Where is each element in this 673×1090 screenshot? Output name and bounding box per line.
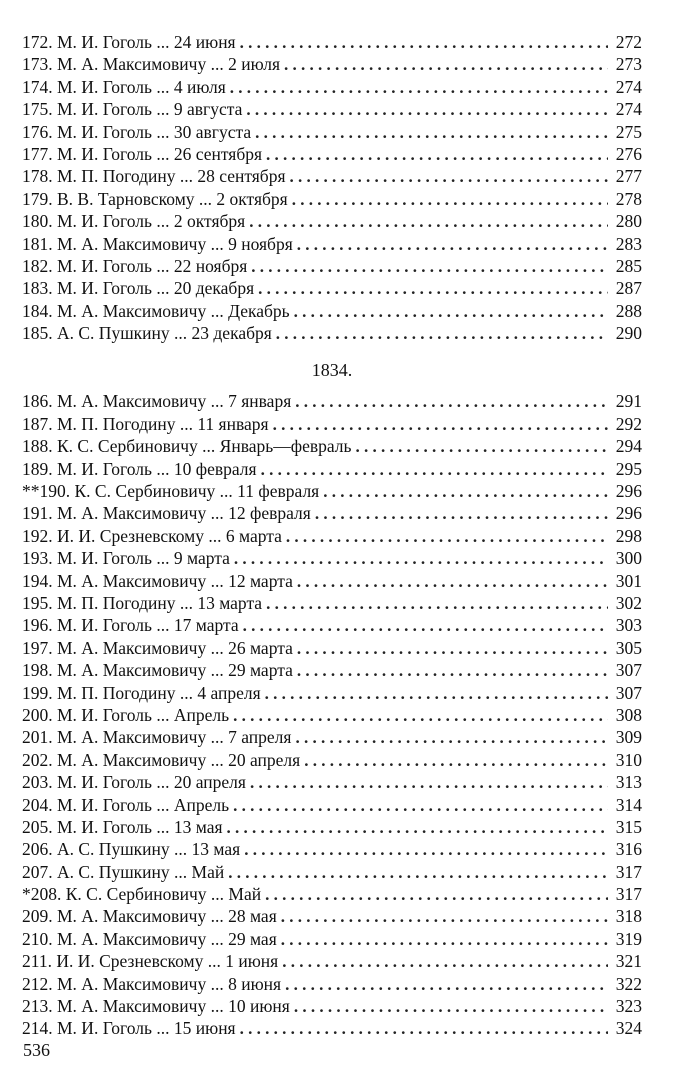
toc-entry-title: 201. М. А. Максимовичу ... 7 апреля	[22, 727, 292, 748]
toc-entry-title: 199. М. П. Погодину ... 4 апреля	[22, 682, 261, 703]
toc-entry-title: 209. М. А. Максимовичу ... 28 мая	[22, 906, 277, 927]
contents-list-1833	[22, 31, 642, 344]
dot-leader	[293, 234, 608, 256]
toc-entry-title: **190. К. С. Сербиновичу ... 11 февраля	[22, 481, 320, 502]
toc-entry	[22, 749, 642, 771]
toc-entry-title: 173. М. А. Максимовичу ... 2 июля	[22, 54, 281, 75]
toc-entry-page: 309	[615, 727, 642, 748]
toc-entry	[22, 233, 642, 255]
dot-leader	[293, 660, 608, 682]
toc-entry-title: 210. М. А. Максимовичу ... 29 мая	[22, 928, 277, 949]
toc-entry-page: 324	[615, 1018, 642, 1039]
toc-entry	[22, 76, 642, 98]
toc-entry	[22, 794, 642, 816]
toc-entry	[22, 771, 642, 793]
dot-leader	[282, 526, 608, 548]
toc-entry	[22, 53, 642, 75]
dot-leader	[262, 144, 608, 166]
toc-entry-title: 172. М. И. Гоголь ... 24 июня	[22, 32, 236, 52]
toc-entry	[22, 861, 642, 883]
toc-entry-page: 295	[615, 458, 642, 479]
toc-entry	[22, 547, 642, 569]
toc-entry-title: 175. М. И. Гоголь ... 9 августа	[22, 99, 243, 120]
toc-entry-page: 288	[615, 300, 642, 321]
toc-entry	[22, 973, 642, 995]
toc-entry-page: 274	[615, 99, 642, 120]
toc-entry-title: 192. И. И. Срезневскому ... 6 марта	[22, 525, 282, 546]
toc-entry-title: 191. М. А. Максимовичу ... 12 февраля	[22, 503, 311, 524]
toc-entry-title: 212. М. А. Максимовичу ... 8 июня	[22, 973, 282, 994]
toc-entry-page: 302	[615, 592, 642, 613]
dot-leader	[286, 166, 609, 188]
toc-entry-title: 178. М. П. Погодину ... 28 сентября	[22, 166, 286, 187]
dot-leader	[229, 705, 608, 727]
dot-leader	[261, 683, 608, 705]
dot-leader	[269, 414, 608, 436]
toc-entry	[22, 905, 642, 927]
toc-entry-title: 211. И. И. Срезневскому ... 1 июня	[22, 951, 279, 972]
toc-entry-page: 272	[615, 32, 642, 52]
toc-entry-title: 174. М. И. Гоголь ... 4 июля	[22, 76, 226, 97]
toc-entry-page: 280	[615, 211, 642, 232]
toc-entry	[22, 300, 642, 322]
toc-entry	[22, 458, 642, 480]
toc-entry-page: 294	[615, 436, 642, 457]
toc-entry-title: 189. М. И. Гоголь ... 10 февраля	[22, 458, 257, 479]
dot-leader	[288, 189, 608, 211]
toc-entry-title: 187. М. П. Погодину ... 11 января	[22, 413, 269, 434]
dot-leader	[242, 99, 608, 121]
dot-leader	[236, 1018, 608, 1040]
page-number: 536	[23, 1040, 50, 1060]
dot-leader	[261, 884, 608, 906]
toc-entry-page: 274	[615, 76, 642, 97]
toc-entry-page: 273	[615, 54, 642, 75]
dot-leader	[291, 391, 608, 413]
toc-entry-title: 204. М. И. Гоголь ... Апрель	[22, 794, 230, 815]
toc-entry	[22, 525, 642, 547]
toc-entry-page: 318	[615, 906, 642, 927]
dot-leader	[254, 278, 608, 300]
dot-leader	[291, 727, 608, 749]
dot-leader	[277, 929, 608, 951]
dot-leader	[224, 862, 608, 884]
dot-leader	[223, 817, 608, 839]
dot-leader	[246, 772, 608, 794]
toc-entry	[22, 255, 642, 277]
toc-entry-page: 317	[615, 884, 642, 905]
toc-entry-page: 313	[615, 772, 642, 793]
toc-entry-title: 200. М. И. Гоголь ... Апрель	[22, 704, 230, 725]
toc-entry-title: 196. М. И. Гоголь ... 17 марта	[22, 615, 239, 636]
toc-entry	[22, 98, 642, 120]
toc-entry-page: 305	[615, 637, 642, 658]
dot-leader	[239, 615, 608, 637]
dot-leader	[290, 301, 608, 323]
toc-entry-title: 182. М. И. Гоголь ... 22 ноября	[22, 255, 248, 276]
dot-leader	[245, 211, 608, 233]
toc-entry	[22, 995, 642, 1017]
toc-entry	[22, 816, 642, 838]
toc-entry-page: 291	[615, 391, 642, 412]
toc-entry-page: 301	[615, 570, 642, 591]
contents-page	[22, 31, 642, 1040]
toc-entry	[22, 435, 642, 457]
toc-entry	[22, 210, 642, 232]
dot-leader	[293, 638, 608, 660]
toc-entry-page: 307	[615, 660, 642, 681]
toc-entry-page: 290	[615, 323, 642, 344]
toc-entry	[22, 592, 642, 614]
toc-entry-page: 287	[615, 278, 642, 299]
toc-entry-title: 197. М. А. Максимовичу ... 26 марта	[22, 637, 293, 658]
toc-entry-title: 194. М. А. Максимовичу ... 12 марта	[22, 570, 293, 591]
dot-leader	[229, 795, 608, 817]
toc-entry	[22, 726, 642, 748]
toc-entry	[22, 1017, 642, 1039]
toc-entry	[22, 502, 642, 524]
toc-entry-page: 298	[615, 525, 642, 546]
year-heading: 1834.	[311, 360, 353, 381]
toc-entry-title: 180. М. И. Гоголь ... 2 октября	[22, 211, 246, 232]
toc-entry-page: 285	[615, 255, 642, 276]
toc-entry-page: 317	[615, 861, 642, 882]
toc-entry-page: 278	[615, 188, 642, 209]
toc-entry-page: 283	[615, 233, 642, 254]
toc-entry-page: 296	[615, 503, 642, 524]
toc-entry-page: 276	[615, 143, 642, 164]
contents-list-1834	[22, 390, 642, 1039]
toc-entry	[22, 682, 642, 704]
toc-entry-title: 186. М. А. Максимовичу ... 7 января	[22, 391, 292, 412]
toc-entry-page: 315	[615, 816, 642, 837]
toc-entry	[22, 31, 642, 53]
toc-entry	[22, 480, 642, 502]
toc-entry-page: 323	[615, 996, 642, 1017]
dot-leader	[280, 54, 608, 76]
toc-entry-page: 303	[615, 615, 642, 636]
dot-leader	[272, 323, 608, 345]
toc-entry	[22, 659, 642, 681]
toc-entry	[22, 637, 642, 659]
toc-entry-title: 206. А. С. Пушкину ... 13 мая	[22, 839, 241, 860]
toc-entry-title: 193. М. И. Гоголь ... 9 марта	[22, 548, 230, 569]
toc-entry-title: 179. В. В. Тарновскому ... 2 октября	[22, 188, 288, 209]
toc-entry-title: 181. М. А. Максимовичу ... 9 ноября	[22, 233, 293, 254]
toc-entry	[22, 950, 642, 972]
toc-entry	[22, 838, 642, 860]
toc-entry	[22, 143, 642, 165]
toc-entry-title: 202. М. А. Максимовичу ... 20 апреля	[22, 749, 301, 770]
dot-leader	[257, 459, 608, 481]
toc-entry-page: 296	[615, 481, 642, 502]
toc-entry-title: 205. М. И. Гоголь ... 13 мая	[22, 816, 223, 837]
dot-leader	[277, 906, 608, 928]
toc-entry-page: 307	[615, 682, 642, 703]
dot-leader	[319, 481, 608, 503]
dot-leader	[226, 77, 608, 99]
dot-leader	[262, 593, 608, 615]
toc-entry	[22, 413, 642, 435]
toc-entry-page: 308	[615, 704, 642, 725]
toc-entry-page: 292	[615, 413, 642, 434]
toc-entry-title: 185. А. С. Пушкину ... 23 декабря	[22, 323, 272, 344]
toc-entry	[22, 883, 642, 905]
toc-entry	[22, 121, 642, 143]
toc-entry-title: *208. К. С. Сербиновичу ... Май	[22, 884, 262, 905]
dot-leader	[290, 996, 608, 1018]
toc-entry-page: 314	[615, 794, 642, 815]
toc-entry-page: 275	[615, 121, 642, 142]
toc-entry-title: 213. М. А. Максимовичу ... 10 июня	[22, 996, 290, 1017]
dot-leader	[236, 32, 608, 54]
dot-leader	[240, 839, 608, 861]
toc-entry	[22, 614, 642, 636]
toc-entry	[22, 928, 642, 950]
toc-entry-title: 176. М. И. Гоголь ... 30 августа	[22, 121, 252, 142]
toc-entry	[22, 570, 642, 592]
toc-entry	[22, 704, 642, 726]
toc-entry-title: 207. А. С. Пушкину ... Май	[22, 861, 225, 882]
toc-entry-page: 316	[615, 839, 642, 860]
toc-entry	[22, 390, 642, 412]
dot-leader	[247, 256, 608, 278]
dot-leader	[251, 122, 608, 144]
toc-entry-page: 321	[615, 951, 642, 972]
toc-entry-title: 184. М. А. Максимовичу ... Декабрь	[22, 300, 290, 321]
toc-entry-page: 277	[615, 166, 642, 187]
toc-entry-page: 322	[615, 973, 642, 994]
toc-entry-title: 183. М. И. Гоголь ... 20 декабря	[22, 278, 255, 299]
toc-entry-title: 203. М. И. Гоголь ... 20 апреля	[22, 772, 246, 793]
toc-entry-title: 177. М. И. Гоголь ... 26 сентября	[22, 143, 263, 164]
dot-leader	[278, 951, 608, 973]
toc-entry-title: 188. К. С. Сербиновичу ... Январь—февраль	[22, 436, 352, 457]
toc-entry-title: 198. М. А. Максимовичу ... 29 марта	[22, 660, 293, 681]
toc-entry	[22, 165, 642, 187]
toc-entry	[22, 322, 642, 344]
toc-entry	[22, 277, 642, 299]
dot-leader	[352, 436, 608, 458]
toc-entry	[22, 188, 642, 210]
toc-entry-page: 319	[615, 928, 642, 949]
dot-leader	[293, 571, 608, 593]
toc-entry-page: 310	[615, 749, 642, 770]
dot-leader	[230, 548, 608, 570]
toc-entry-title: 195. М. П. Погодину ... 13 марта	[22, 592, 263, 613]
toc-entry-title: 214. М. И. Гоголь ... 15 июня	[22, 1018, 236, 1039]
toc-entry-page: 300	[615, 548, 642, 569]
dot-leader	[311, 503, 608, 525]
dot-leader	[281, 974, 608, 996]
dot-leader	[300, 750, 608, 772]
